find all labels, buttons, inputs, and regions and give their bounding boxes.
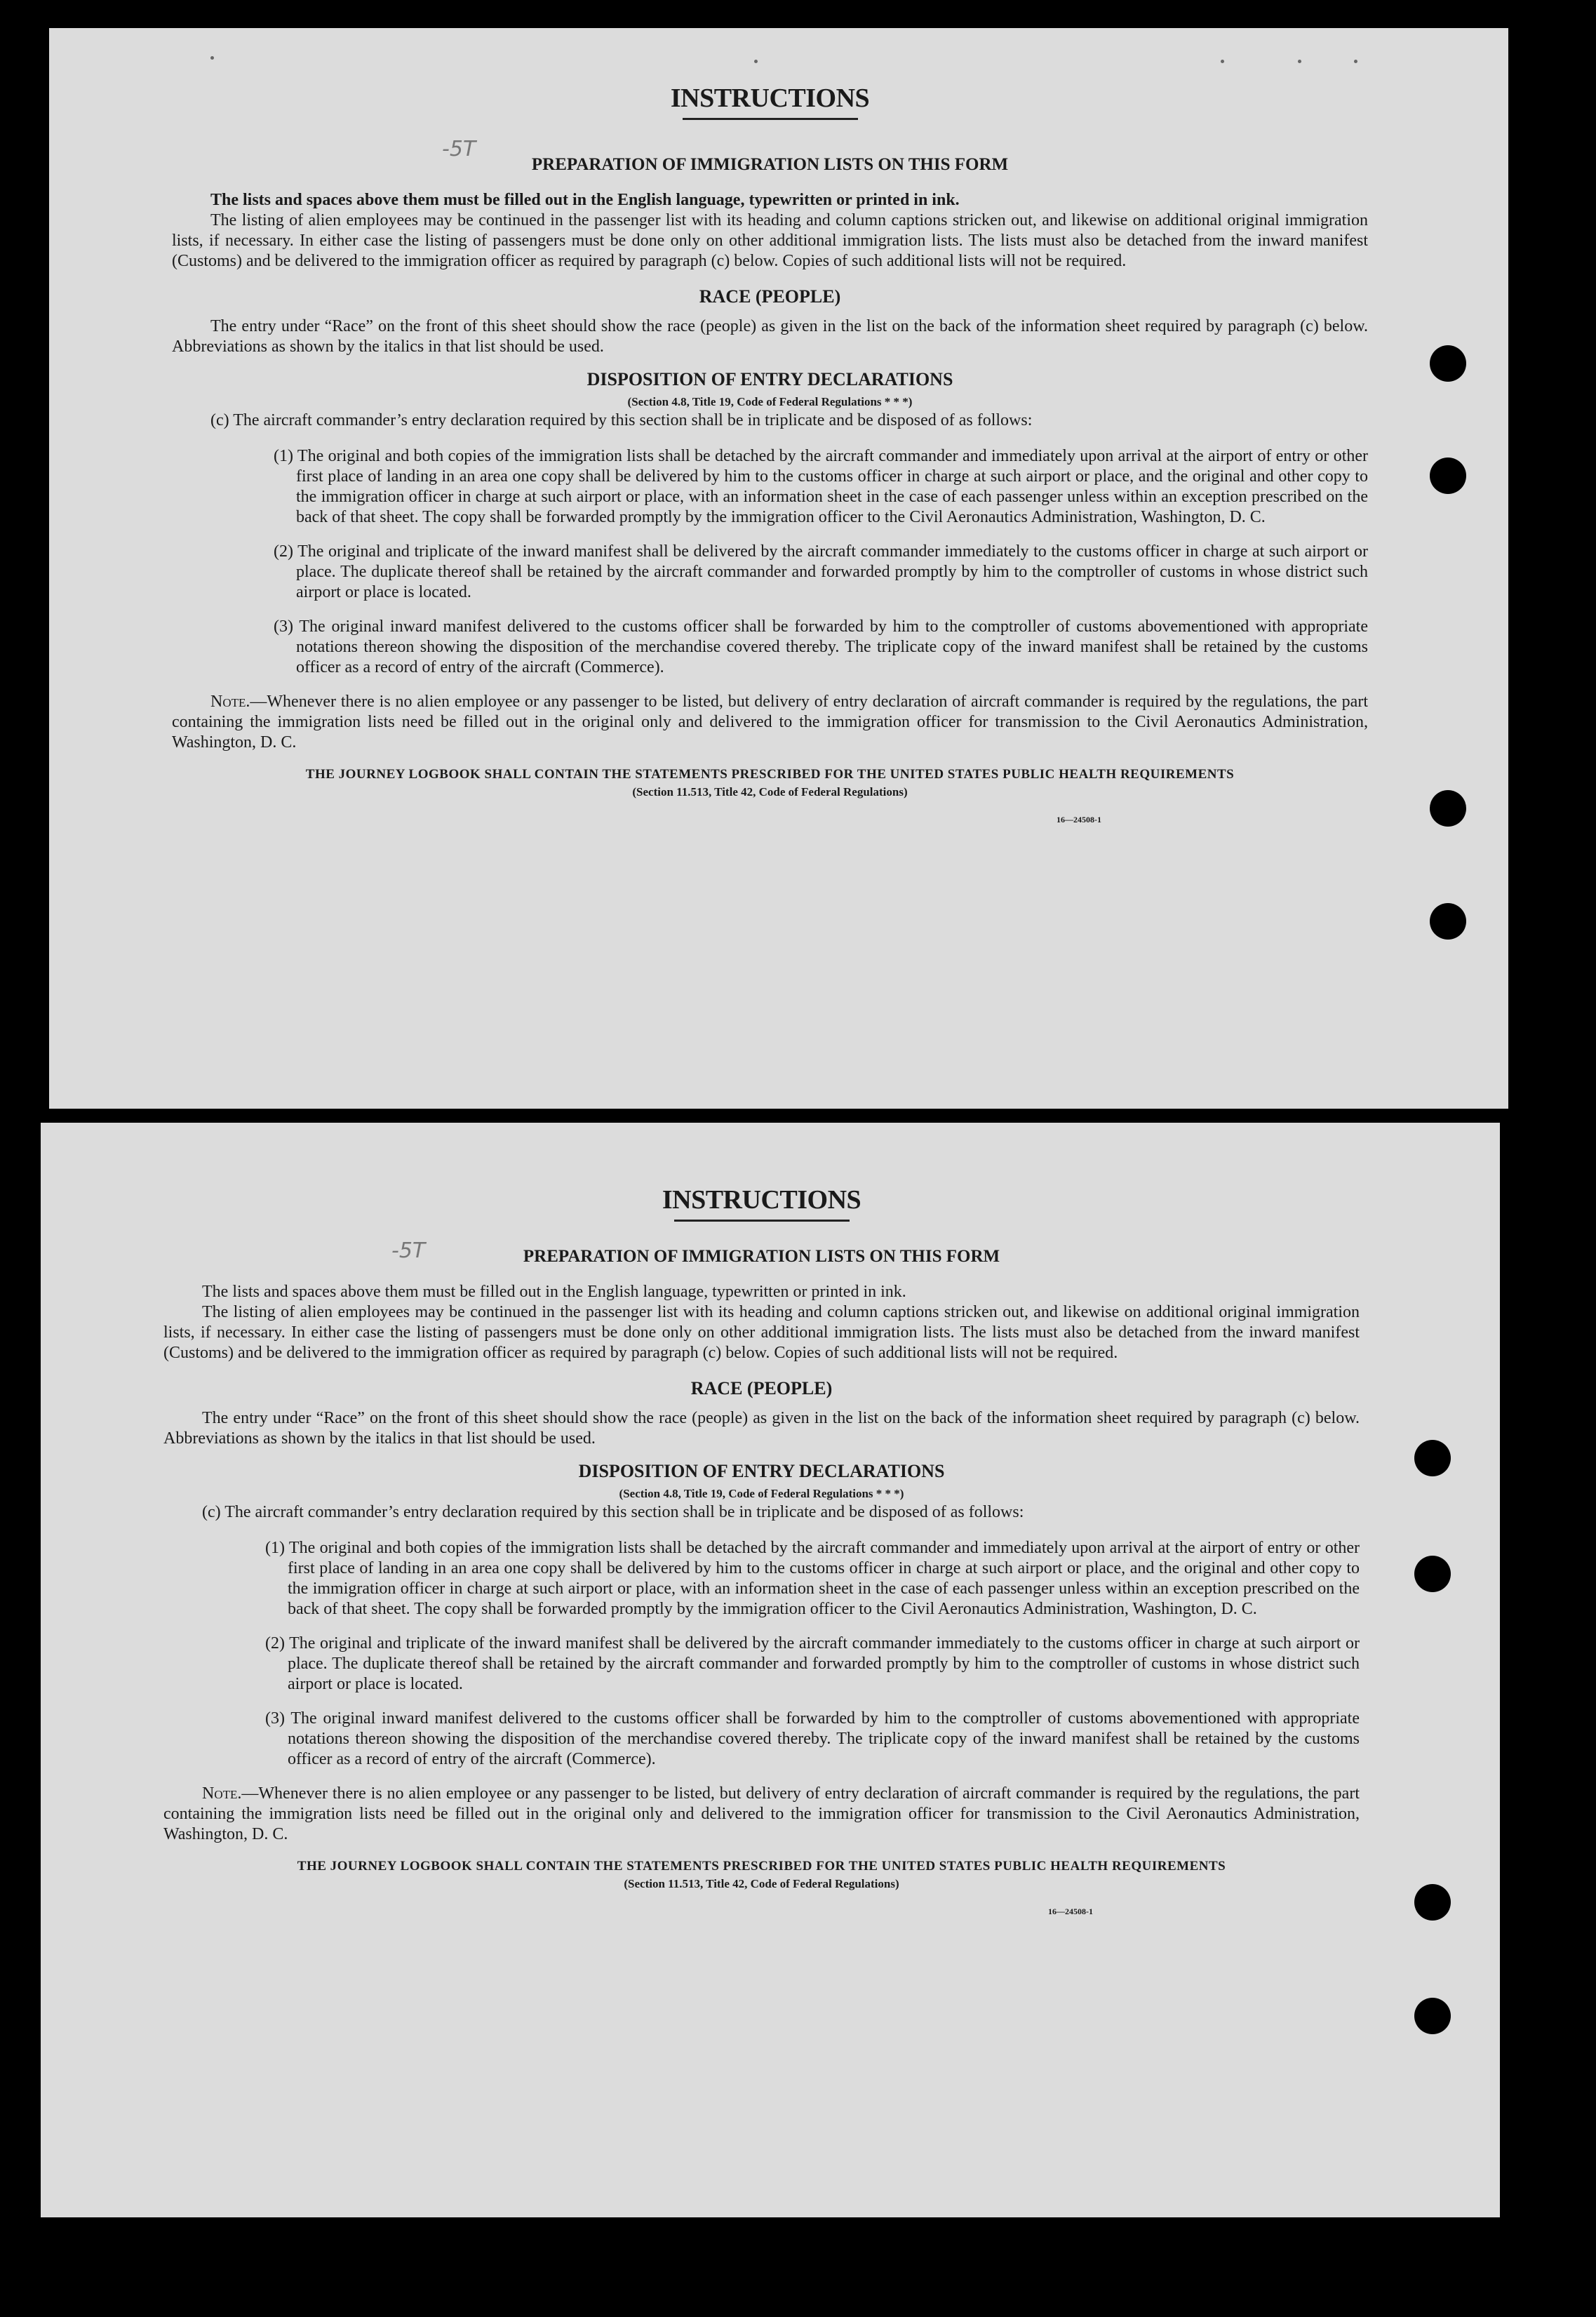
note-text: —Whenever there is no alien employee or any passenger to be listed, but delivery of entry declaration of aircraft commander is required by the regulations, the part containing the immigration lists need be filled out in the original only and delivered to the immigration officer for transmission to the Civil Aeronautics Administration, Washington, D. C. [172, 693, 1368, 752]
disposition-item-1: (1) The original and both copies of the immigration lists shall be detached by the aircraft commander and immediately upon arrival at the airport of entry or other first place of landing in an area one copy shall be delivered by him to the customs officer in charge at such airport or place, and the original and other copy to the immigration officer in charge at such airport or place, with an information sheet in the case of each passenger unless within an exception prescribed on the back of that sheet. The copy shall be forwarded promptly by the immigration officer to the Civil Aeronautics Administration, Washington, D. C. [265, 1539, 1360, 1618]
note-paragraph [172, 692, 1368, 753]
race-paragraph: The entry under “Race” on the front of this sheet should show the race (people) as given in the list on the back of the information sheet required by paragraph (c) below. Abbreviations as shown by the italics in that list should be used. [172, 317, 1368, 356]
preparation-heading: PREPARATION OF IMMIGRATION LISTS ON THIS FORM [523, 1247, 1000, 1266]
preparation-paragraph-2: The listing of alien employees may be continued in the passenger list with its heading and column captions stricken out, and likewise on additional original immigration lists, if necessary. In either case the listing of passengers must be done only on other additional immigration lists. The lists must also be detached from the inward manifest (Customs) and be delivered to the immigration officer as required by paragraph (c) below. Copies of such additional lists will not be required. [172, 211, 1368, 270]
pencil-annotation: -5T [391, 1238, 426, 1263]
note-text: —Whenever there is no alien employee or any passenger to be listed, but delivery of entry declaration of aircraft commander is required by the regulations, the part containing the immigration lists need be filled out in the original only and delivered to the immigration officer for transmission to the Civil Aeronautics Administration, Washington, D. C. [163, 1784, 1360, 1843]
health-requirements-line: THE JOURNEY LOGBOOK SHALL CONTAIN THE STATEMENTS PRESCRIBED FOR THE UNITED STATES PUBLIC HEALTH REQUIREMENTS [297, 1859, 1226, 1874]
preparation-paragraph-1: The lists and spaces above them must be filled out in the English language, typewritten or printed in ink. [210, 191, 960, 209]
race-heading: RACE (PEOPLE) [699, 286, 841, 307]
preparation-heading: PREPARATION OF IMMIGRATION LISTS ON THIS FORM [531, 155, 1009, 174]
disposition-item-3: (3) The original inward manifest delivered to the customs officer shall be forwarded by him to the comptroller of customs abovementioned with appropriate notations thereon showing the disposition of the merchandise covered thereby. The triplicate copy of the inward manifest shall be retained by the customs officer as a record of entry of the aircraft (Commerce). [274, 617, 1368, 676]
health-requirements-citation: (Section 11.513, Title 42, Code of Federal Regulations) [632, 785, 908, 799]
disposition-citation: (Section 4.8, Title 19, Code of Federal Regulations * * *) [627, 395, 913, 408]
preparation-paragraph-1: The lists and spaces above them must be filled out in the English language, typewritten or printed in ink. [202, 1283, 906, 1301]
disposition-heading: DISPOSITION OF ENTRY DECLARATIONS [578, 1461, 945, 1481]
note-label: Note. [210, 693, 250, 711]
disposition-intro: (c) The aircraft commander’s entry declaration required by this section shall be in triplicate and be disposed of as follows: [210, 411, 1033, 429]
health-requirements-line: THE JOURNEY LOGBOOK SHALL CONTAIN THE STATEMENTS PRESCRIBED FOR THE UNITED STATES PUBLIC HEALTH REQUIREMENTS [305, 767, 1235, 782]
form-number: 16—24508-1 [1048, 1907, 1093, 1916]
race-heading: RACE (PEOPLE) [690, 1378, 833, 1398]
instruction-sheet-bottom [41, 1123, 1500, 2217]
punch-hole [1414, 1998, 1451, 2034]
race-paragraph: The entry under “Race” on the front of this sheet should show the race (people) as given in the list on the back of the information sheet required by paragraph (c) below. Abbreviations as shown by the italics in that list should be used. [163, 1409, 1360, 1448]
punch-hole [1430, 790, 1466, 827]
form-number: 16—24508-1 [1057, 815, 1101, 824]
sheet-text [163, 1123, 1360, 1917]
title-underline [674, 1220, 850, 1222]
sheet-title: INSTRUCTIONS [662, 1185, 861, 1215]
preparation-paragraph-2: The listing of alien employees may be continued in the passenger list with its heading and column captions stricken out, and likewise on additional original immigration lists, if necessary. In either case the listing of passengers must be done only on other additional immigration lists. The lists must also be detached from the inward manifest (Customs) and be delivered to the immigration officer as required by paragraph (c) below. Copies of such additional lists will not be required. [163, 1303, 1360, 1362]
sheet-text [172, 28, 1368, 825]
note-label: Note. [202, 1784, 242, 1803]
disposition-item-3: (3) The original inward manifest delivered to the customs officer shall be forwarded by him to the comptroller of customs abovementioned with appropriate notations thereon showing the disposition of the merchandise covered thereby. The triplicate copy of the inward manifest shall be retained by the customs officer as a record of entry of the aircraft (Commerce). [265, 1709, 1360, 1768]
punch-hole [1430, 903, 1466, 940]
punch-hole [1414, 1440, 1451, 1476]
health-requirements-citation: (Section 11.513, Title 42, Code of Federal Regulations) [624, 1877, 899, 1890]
disposition-heading: DISPOSITION OF ENTRY DECLARATIONS [586, 369, 953, 389]
note-paragraph [163, 1784, 1360, 1845]
disposition-citation: (Section 4.8, Title 19, Code of Federal Regulations * * *) [619, 1487, 904, 1500]
title-underline [683, 118, 858, 120]
pencil-annotation: -5T [442, 137, 476, 161]
disposition-intro: (c) The aircraft commander’s entry declaration required by this section shall be in triplicate and be disposed of as follows: [202, 1503, 1024, 1521]
instruction-sheet-top [49, 28, 1508, 1109]
disposition-item-2: (2) The original and triplicate of the inward manifest shall be delivered by the aircraft commander immediately to the customs officer in charge at such airport or place. The duplicate thereof shall be retained by the aircraft commander and forwarded promptly by him to the comptroller of customs in whose district such airport or place is located. [274, 542, 1368, 601]
disposition-item-2: (2) The original and triplicate of the inward manifest shall be delivered by the aircraft commander immediately to the customs officer in charge at such airport or place. The duplicate thereof shall be retained by the aircraft commander and forwarded promptly by him to the comptroller of customs in whose district such airport or place is located. [265, 1634, 1360, 1693]
punch-hole [1414, 1556, 1451, 1592]
punch-hole [1430, 345, 1466, 382]
sheet-title: INSTRUCTIONS [670, 84, 870, 113]
disposition-item-1: (1) The original and both copies of the immigration lists shall be detached by the aircraft commander and immediately upon arrival at the airport of entry or other first place of landing in an area one copy shall be delivered by him to the customs officer in charge at such airport or place, and the original and other copy to the immigration officer in charge at such airport or place, with an information sheet in the case of each passenger unless within an exception prescribed on the back of that sheet. The copy shall be forwarded promptly by the immigration officer to the Civil Aeronautics Administration, Washington, D. C. [274, 447, 1368, 526]
punch-hole [1414, 1884, 1451, 1921]
punch-hole [1430, 458, 1466, 494]
